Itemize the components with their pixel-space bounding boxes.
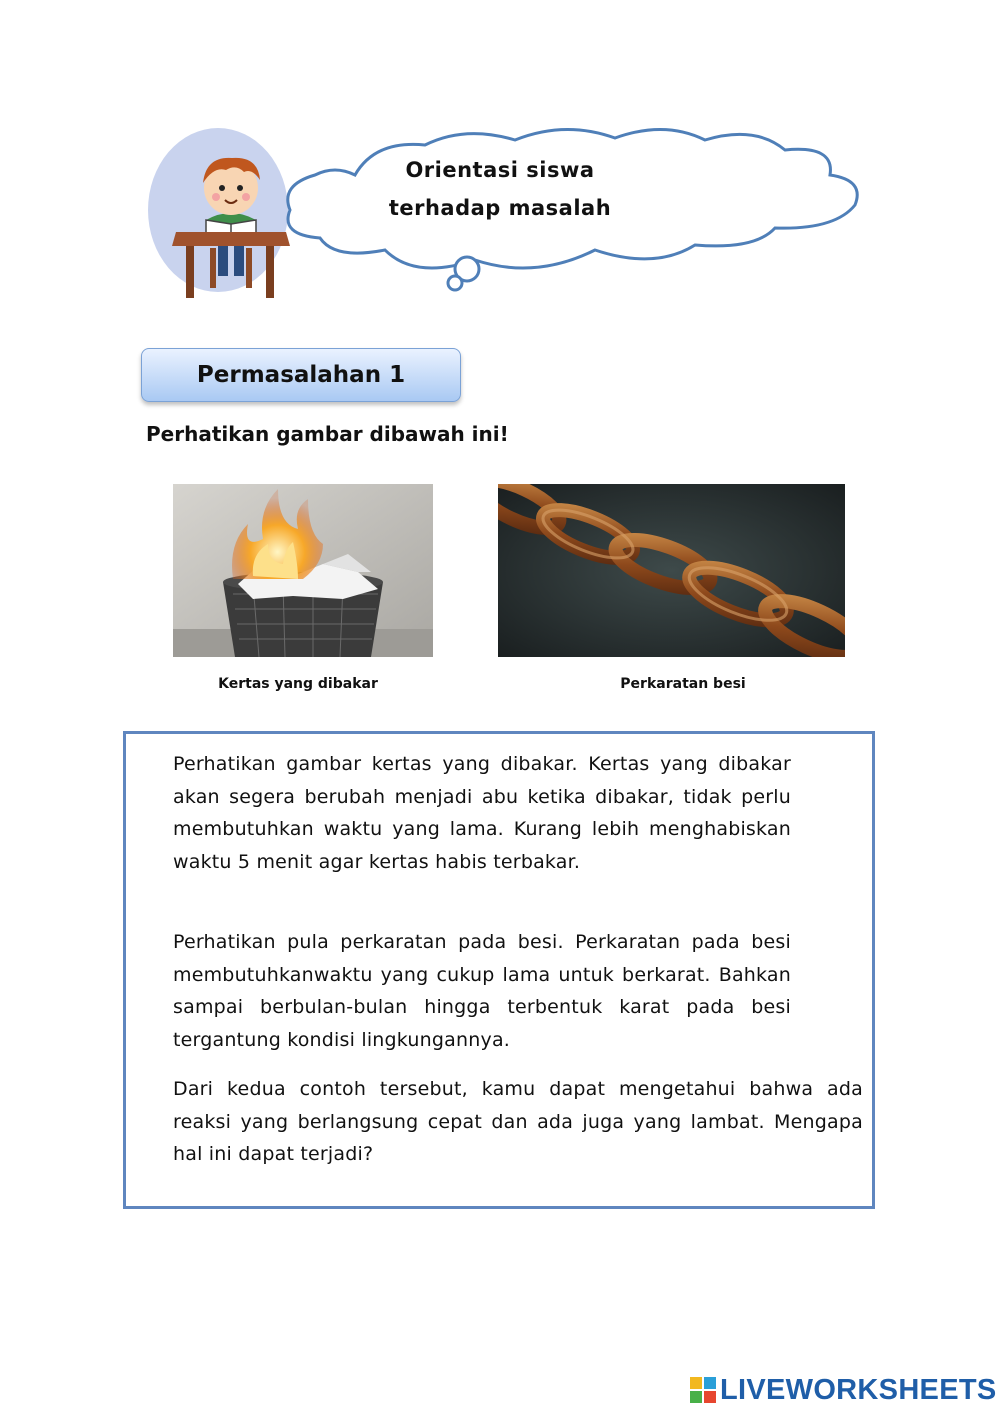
instruction-text: Perhatikan gambar dibawah ini!: [146, 422, 509, 446]
burning-paper-photo: [173, 484, 433, 657]
liveworksheets-wordmark: LIVEWORKSHEETS: [720, 1373, 997, 1406]
cloud-text-line1: Orientasi siswa: [405, 158, 595, 182]
cloud-text-line2: terhadap masalah: [388, 196, 612, 220]
paragraph-rusting-iron: Perhatikan pula perkaratan pada besi. Perkaratan pada besi membutuhkanwaktu yang cukup lama untuk berkarat. Bahkan sampai berbulan-bulan hingga terbentuk karat pada besi tergantung kondisi lingkungannya.: [173, 931, 791, 1051]
paragraph-burning-paper: Perhatikan gambar kertas yang dibakar. Kertas yang dibakar akan segera berubah menjadi abu ketika dibakar, tidak perlu membutuhkan waktu yang lama. Kurang lebih menghabiskan waktu 5 menit agar kertas habis terbakar.: [173, 753, 791, 873]
liveworksheets-logo[interactable]: [690, 1372, 997, 1408]
paragraph-question: Dari kedua contoh tersebut, kamu dapat mengetahui bahwa ada reaksi yang berlangsung cepat dan ada juga yang lambat. Mengapa hal ini dapat terjadi?: [173, 1078, 863, 1165]
liveworksheets-icon: [690, 1377, 716, 1403]
rusty-chain-photo: [498, 484, 845, 657]
section-label: Permasalahan 1: [141, 348, 461, 402]
chain-photo-caption: Perkaratan besi: [620, 676, 746, 692]
fire-photo-caption: Kertas yang dibakar: [218, 676, 378, 692]
